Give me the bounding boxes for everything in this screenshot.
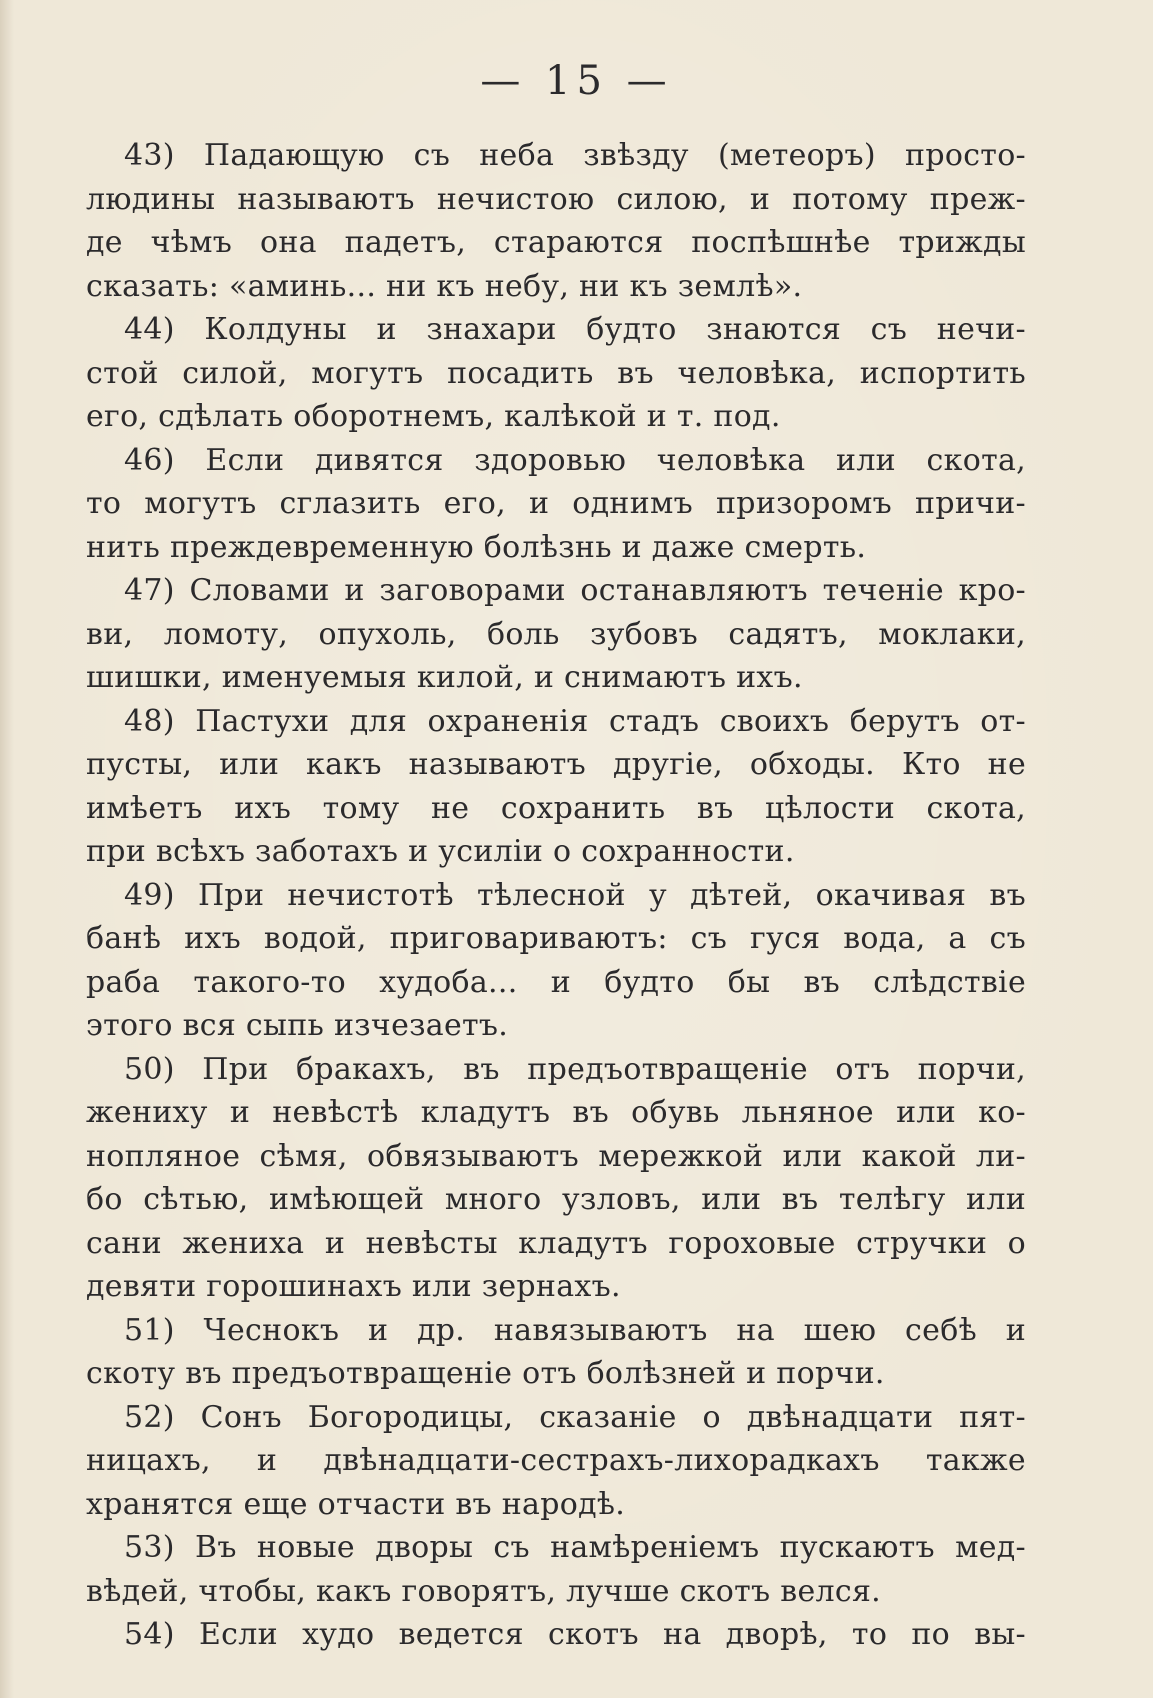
body-text	[86, 138, 1026, 1653]
text-line: стой силой, могутъ посадить въ человѣка, испортить	[86, 355, 1026, 391]
text-line: людины называютъ нечистою силою, и потому преж-	[86, 181, 1026, 217]
text-line: 50) При бракахъ, въ предъотвращеніе отъ порчи,	[124, 1051, 1026, 1087]
text-line: ницахъ, и двѣнадцати-сестрахъ-лихорадкахъ также	[86, 1443, 1026, 1478]
text-line: девяти горошинахъ или зернахъ.	[86, 1269, 621, 1304]
text-line: 51) Чеснокъ и др. навязываютъ на шею себѣ и	[124, 1312, 1026, 1348]
text-line: нить преждевременную болѣзнь и даже смерть.	[86, 529, 867, 565]
text-line: 54) Если худо ведется скотъ на дворѣ, то по вы-	[124, 1617, 1026, 1652]
text-line: вѣдей, чтобы, какъ говорятъ, лучше скотъ велся.	[86, 1573, 882, 1609]
text-line: ви, ломоту, опухоль, боль зубовъ садятъ, моклаки,	[86, 616, 1026, 652]
text-line: 52) Сонъ Богородицы, сказаніе о двѣнадцати пят-	[124, 1399, 1026, 1435]
text-line: 47) Словами и заговорами останавляютъ теченіе кро-	[124, 573, 1026, 608]
text-line: сказать: «аминь... ни къ небу, ни къ землѣ».	[86, 268, 803, 304]
text-line: 49) При нечистотѣ тѣлесной у дѣтей, окачивая въ	[124, 877, 1026, 913]
text-line: 48) Пастухи для охраненія стадъ своихъ берутъ от-	[124, 703, 1026, 739]
text-line: де чѣмъ она падетъ, стараются поспѣшнѣе трижды	[86, 225, 1026, 260]
text-line: банѣ ихъ водой, приговариваютъ: съ гуся вода, а съ	[86, 921, 1026, 956]
text-line: скоту въ предъотвращеніе отъ болѣзней и порчи.	[86, 1356, 885, 1391]
text-line: при всѣхъ заботахъ и усиліи о сохранности.	[86, 834, 795, 869]
text-line: шишки, именуемыя килой, и снимаютъ ихъ.	[86, 660, 803, 695]
text-line: пусты, или какъ называютъ другіе, обходы. Кто не	[86, 747, 1026, 782]
text-line: имѣетъ ихъ тому не сохранить въ цѣлости скота,	[86, 790, 1026, 826]
text-line: то могутъ сглазить его, и однимъ призоромъ причи-	[86, 486, 1026, 521]
text-line: его, сдѣлать оборотнемъ, калѣкой и т. под.	[86, 399, 781, 434]
page-number: — 15 —	[480, 58, 673, 104]
text-line: раба такого-то худоба... и будто бы въ слѣдствіе	[86, 964, 1026, 1000]
text-line: 46) Если дивятся здоровью человѣка или скота,	[124, 442, 1026, 478]
text-line: жениху и невѣстѣ кладутъ въ обувь льняное или ко-	[86, 1095, 1026, 1130]
text-line: бо сѣтью, имѣющей много узловъ, или въ телѣгу или	[86, 1182, 1026, 1217]
text-line: хранятся еще отчасти въ народѣ.	[86, 1486, 626, 1522]
text-line: сани жениха и невѣсты кладутъ гороховые стручки о	[86, 1225, 1026, 1261]
text-line: этого вся сыпь изчезаетъ.	[86, 1008, 509, 1043]
text-line: 43) Падающую съ неба звѣзду (метеоръ) просто-	[124, 138, 1026, 173]
text-line: нопляное сѣмя, обвязываютъ мережкой или какой ли-	[86, 1138, 1026, 1174]
page-edge-shadow	[0, 0, 14, 1698]
text-line: 44) Колдуны и знахари будто знаются съ нечи-	[124, 312, 1026, 347]
text-line: 53) Въ новые дворы съ намѣреніемъ пускаютъ мед-	[124, 1530, 1026, 1565]
